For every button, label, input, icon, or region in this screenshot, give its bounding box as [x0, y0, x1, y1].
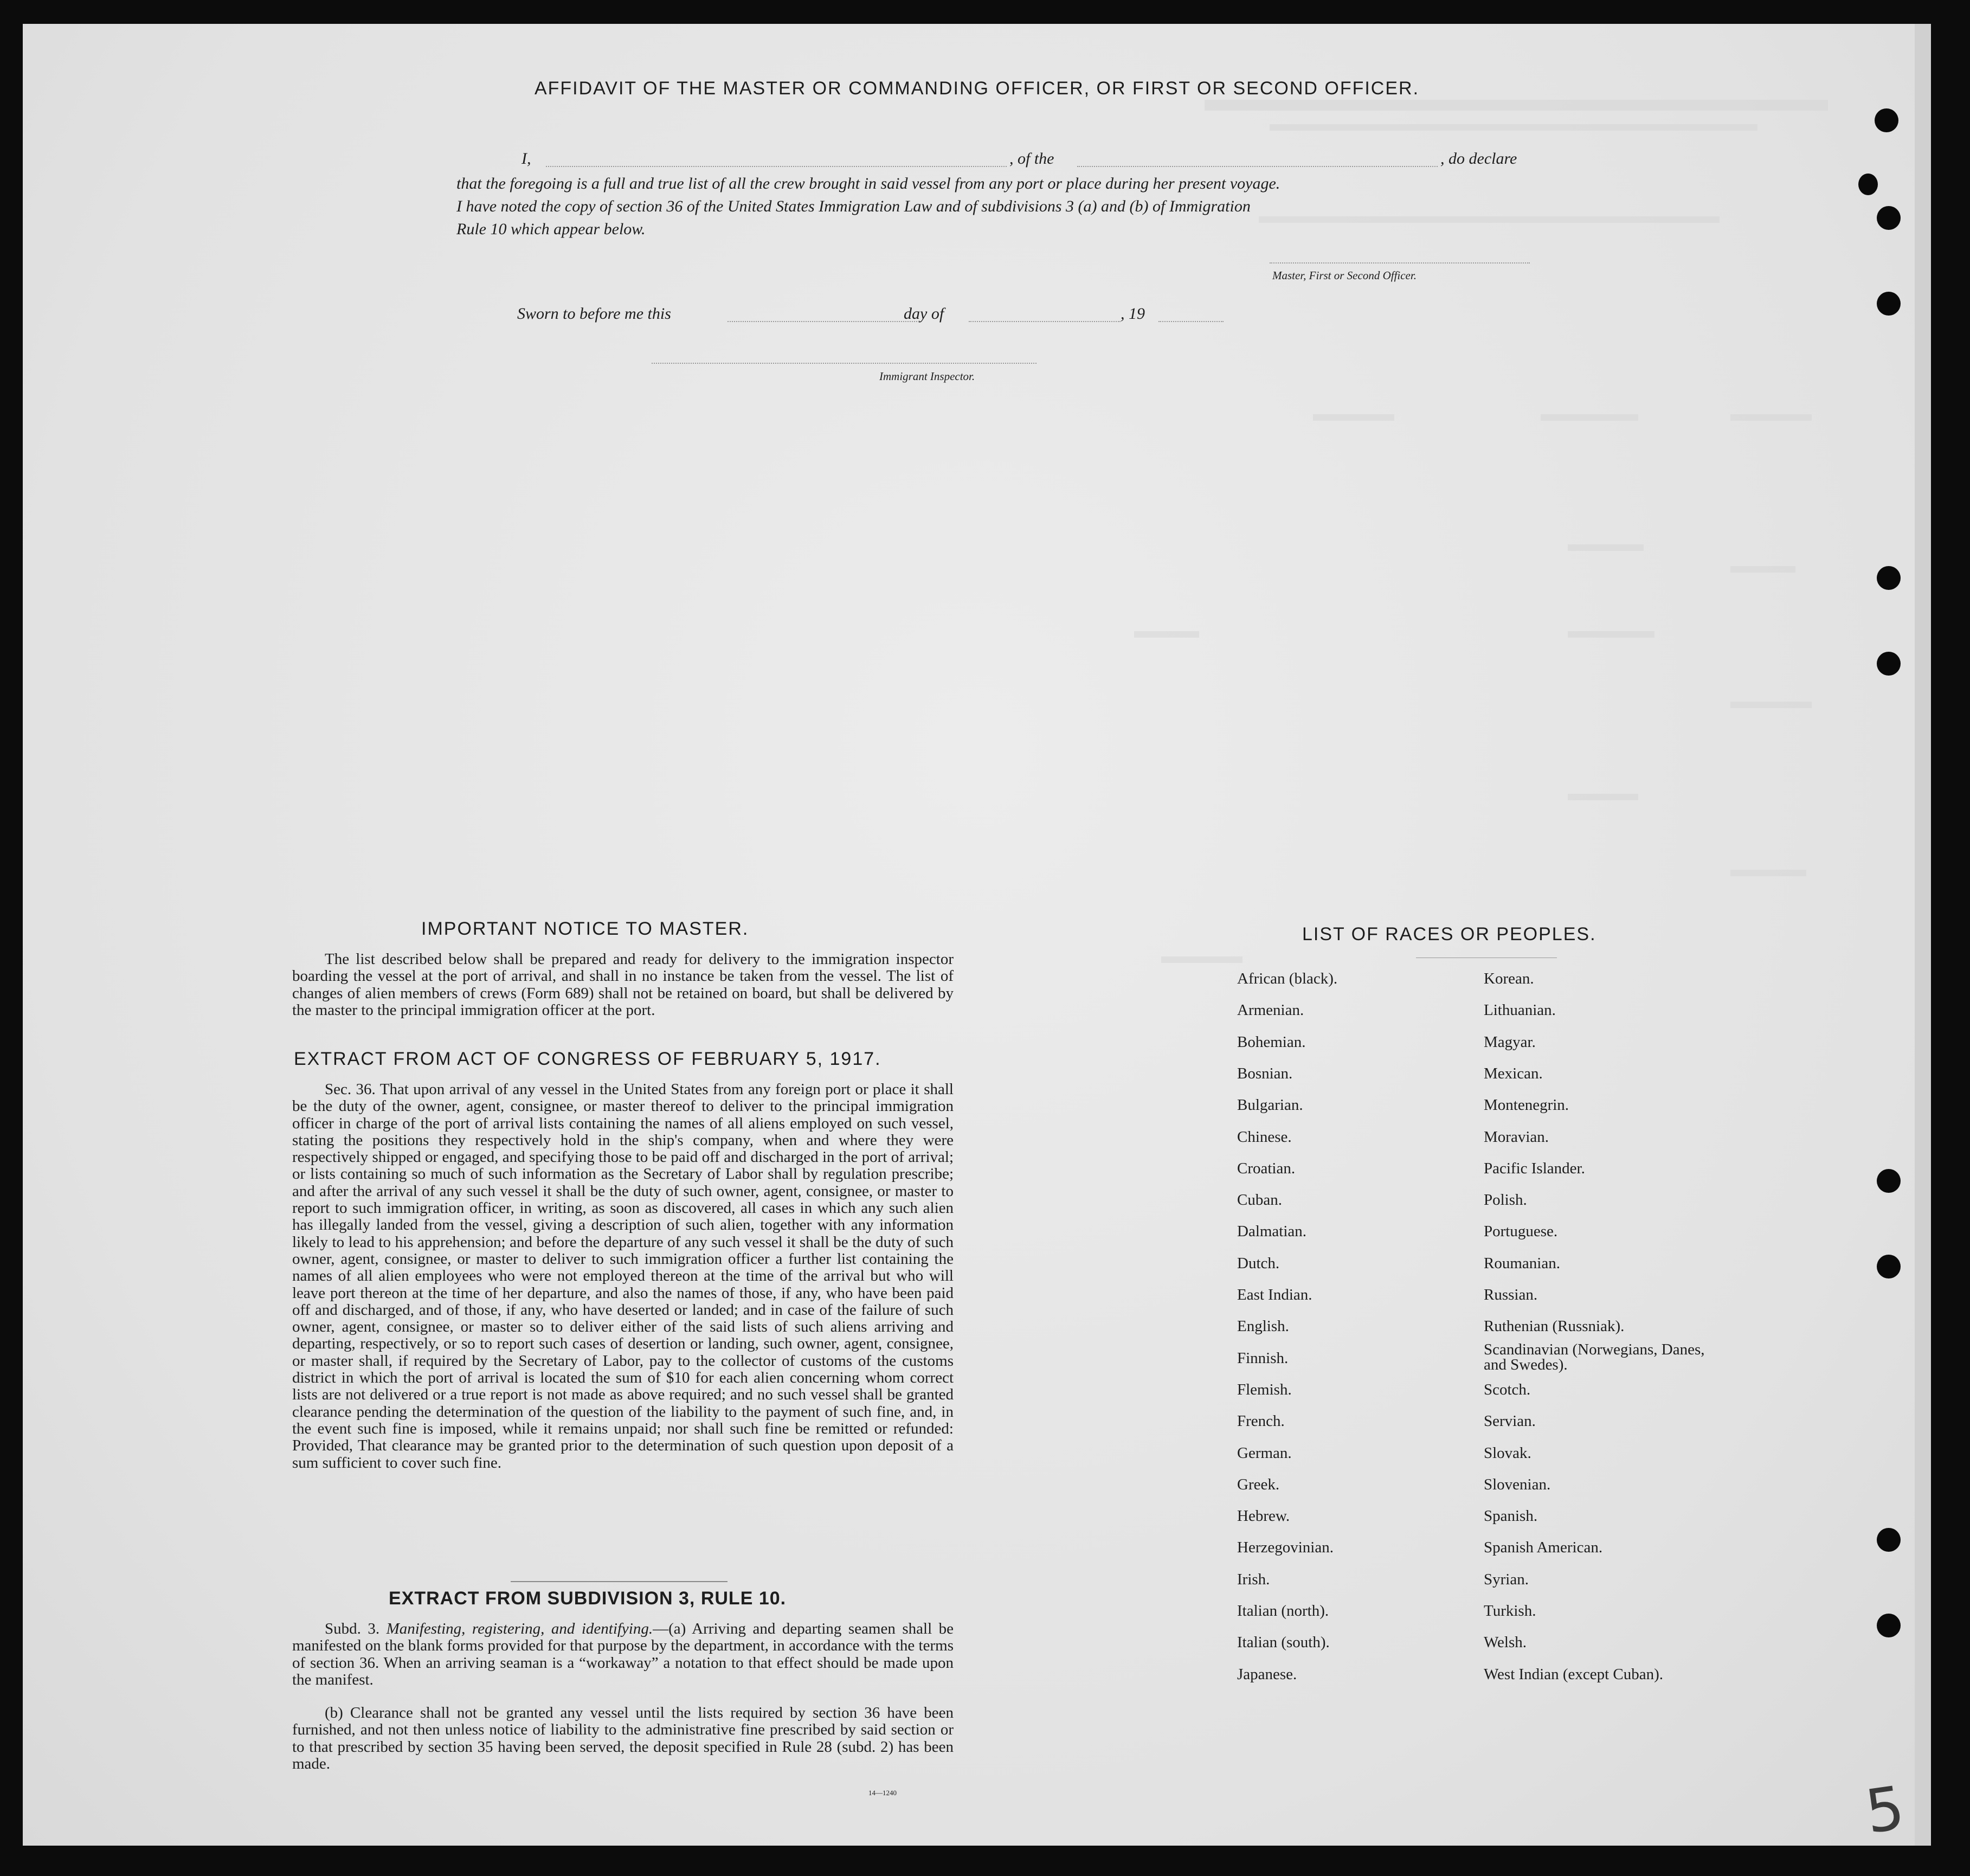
- inspector-signature-line: [652, 363, 1036, 364]
- act-extract-body: Sec. 36. That upon arrival of any vessel in the United States from any foreign port or place it shall be the duty of the owner, agent, consignee, or master thereof to deliver to the principal immigration officer in charge of the port of arrival lists containing the names of all aliens employed on such vessel, stating the positions they respectively hold in the ship's company, when and where they were respectively shipped or engaged, and specifying those to be paid off and discharged in the port of arrival; or lists containing so much of such information as the Secretary of Labor shall by regulation prescribe; and after the arrival of any such vessel it shall be the duty of such owner, agent, consignee, or master to report to such immigration officer, in writing, as soon as discovered, all cases in which any such alien has illegally landed from the vessel, giving a description of such alien, together with any information likely to lead to his apprehension; and before the departure of any such vessel it shall be the duty of such owner, agent, consignee, or master to deliver to such immigration officer a further list containing the names of all alien employees who were not employed thereon at the time of the arrival but who will leave port thereon at the time of her departure, and also the names of those, if any, who have been paid off and discharged, and of those, if any, who have deserted or landed; and in case of the failure of such owner, agent, consignee, or master so to deliver either of the said lists of such aliens arriving and departing, respectively, or so to report such cases of desertion or landing, such owner, agent, consignee, or master shall, if required by the Secretary of Labor, pay to the collector of customs of the customs district in which the port of arrival is located the sum of $10 for each alien concerning whom correct lists are not delivered or a true report is not made as above required; and no such vessel shall be granted clearance pending the determination of the question of the liability to the payment of such fine, and, in the event such fine is imposed, while it remains unpaid; nor shall such fine be remitted or refunded: Provided, That clearance may be granted prior to the determination of such question upon deposit of a sum sufficient to cover such fine.: [292, 1081, 954, 1472]
- year-text: , 19: [1121, 305, 1145, 323]
- race-item: Finnish.: [1237, 1349, 1289, 1367]
- punch-hole: [1877, 1528, 1901, 1552]
- name-field-line: [546, 166, 1007, 167]
- race-item: East Indian.: [1237, 1286, 1312, 1303]
- race-item: English.: [1237, 1318, 1289, 1335]
- document-page: [23, 24, 1931, 1846]
- race-item: Ruthenian (Russniak).: [1484, 1318, 1625, 1335]
- race-item: Turkish.: [1484, 1602, 1536, 1620]
- punch-hole: [1877, 1169, 1901, 1193]
- notice-body: The list described below shall be prepared and ready for delivery to the immigration inspector boarding the vessel at the port of arrival, and shall in no instance be taken from the vessel. The list of changes of alien members of crews (Form 689) shall not be retained on board, but shall be delivered by the master to the principal immigration officer at the port.: [292, 950, 954, 1019]
- master-signature-line: [1270, 262, 1530, 264]
- act-extract-title: EXTRACT FROM ACT OF CONGRESS OF FEBRUARY 5, 1917.: [294, 1049, 881, 1069]
- race-item: Herzegovinian.: [1237, 1539, 1334, 1557]
- race-item: Roumanian.: [1484, 1254, 1560, 1272]
- race-item: Italian (north).: [1237, 1602, 1329, 1620]
- page-edge: [1915, 24, 1931, 1846]
- race-item: Pacific Islander.: [1484, 1159, 1585, 1177]
- bleed-through-entry: [1541, 414, 1638, 421]
- rule-para-b: (b) Clearance shall not be granted any vessel until the lists required by section 36 have been furnished, and not then unless notice of liability to the administrative fine prescribed by said section or to that prescribed by section 35 having been served, the deposit specified in Rule 28 (subd. 2) has been made.: [292, 1704, 954, 1772]
- affidavit-of-the: , of the: [1009, 150, 1054, 168]
- race-item: Spanish American.: [1484, 1539, 1603, 1557]
- section-divider: [511, 1581, 728, 1582]
- race-item: Slovenian.: [1484, 1475, 1551, 1493]
- race-item: West Indian (except Cuban).: [1484, 1665, 1664, 1683]
- bleed-through-line: [1259, 216, 1720, 223]
- notice-title: IMPORTANT NOTICE TO MASTER.: [421, 918, 749, 939]
- punch-hole: [1877, 652, 1901, 676]
- affidavit-i: I,: [522, 150, 531, 168]
- bleed-through-entry: [1568, 631, 1654, 638]
- vessel-field-line: [1077, 166, 1438, 167]
- race-item: Portuguese.: [1484, 1223, 1558, 1241]
- bleed-through-entry: [1730, 870, 1806, 876]
- month-line: [969, 321, 1121, 322]
- form-number: 14—1240: [868, 1789, 897, 1797]
- affidavit-title: AFFIDAVIT OF THE MASTER OR COMMANDING OFFICER, OR FIRST OR SECOND OFFICER.: [534, 78, 1420, 99]
- bleed-through-entry: [1730, 566, 1795, 573]
- affidavit-line-3: I have noted the copy of section 36 of the United States Immigration Law and of subdivisions 3 (a) and (b) of Immigration: [456, 197, 1251, 215]
- bleed-through-entry: [1161, 956, 1242, 963]
- races-title: LIST OF RACES OR PEOPLES.: [1302, 924, 1596, 945]
- punch-hole: [1875, 108, 1898, 132]
- bleed-through-heading: [1205, 100, 1828, 111]
- race-item: Dutch.: [1237, 1254, 1280, 1272]
- race-item: Russian.: [1484, 1286, 1538, 1303]
- punch-hole: [1877, 1255, 1901, 1278]
- rule-para-a-lead: Subd. 3.: [325, 1620, 380, 1637]
- race-item: Magyar.: [1484, 1033, 1536, 1051]
- race-item: Japanese.: [1237, 1665, 1297, 1683]
- bleed-through-line: [1270, 124, 1757, 131]
- rule-extract-title: EXTRACT FROM SUBDIVISION 3, RULE 10.: [389, 1588, 787, 1609]
- race-item: Armenian.: [1237, 1001, 1304, 1019]
- rule-para-a: [292, 1621, 954, 1688]
- punch-hole: [1877, 566, 1901, 590]
- race-item: Spanish.: [1484, 1507, 1538, 1525]
- bleed-through-entry: [1730, 414, 1812, 421]
- race-item: Flemish.: [1237, 1380, 1292, 1398]
- rule-para-a-heading: Manifesting, registering, and identifying.: [386, 1620, 653, 1637]
- race-item: Scotch.: [1484, 1380, 1531, 1398]
- race-item: Greek.: [1237, 1475, 1280, 1493]
- year-line: [1158, 321, 1224, 322]
- race-item: Syrian.: [1484, 1570, 1529, 1588]
- bleed-through-entry: [1568, 544, 1644, 551]
- bleed-through-entry: [1313, 414, 1394, 421]
- bleed-through-entry: [1568, 794, 1638, 800]
- race-item: Bulgarian.: [1237, 1096, 1303, 1114]
- master-signature-label: Master, First or Second Officer.: [1272, 269, 1417, 282]
- race-item: Moravian.: [1484, 1128, 1549, 1146]
- inspector-signature-label: Immigrant Inspector.: [879, 370, 975, 383]
- race-item: Polish.: [1484, 1191, 1527, 1209]
- race-item: Bosnian.: [1237, 1064, 1293, 1082]
- race-item: German.: [1237, 1444, 1292, 1462]
- race-item: Chinese.: [1237, 1128, 1292, 1146]
- punch-hole: [1877, 206, 1901, 230]
- sworn-day-line: [728, 321, 917, 322]
- punch-hole: [1858, 174, 1878, 195]
- bleed-through-entry: [1730, 702, 1812, 708]
- race-item: African (black).: [1237, 970, 1338, 987]
- race-item: Mexican.: [1484, 1064, 1543, 1082]
- race-item: Korean.: [1484, 970, 1534, 987]
- punch-hole: [1877, 1614, 1901, 1637]
- sworn-text: Sworn to before me this: [517, 305, 671, 323]
- bleed-through-entry: [1134, 631, 1199, 638]
- race-item: Bohemian.: [1237, 1033, 1306, 1051]
- race-item: Slovak.: [1484, 1444, 1531, 1462]
- race-item: Croatian.: [1237, 1159, 1296, 1177]
- day-of-text: day of: [904, 305, 944, 323]
- affidavit-line-4: Rule 10 which appear below.: [456, 220, 646, 238]
- page-number-mark: 5: [1861, 1772, 1909, 1847]
- race-item: Montenegrin.: [1484, 1096, 1569, 1114]
- race-item: Cuban.: [1237, 1191, 1282, 1209]
- punch-hole: [1877, 292, 1901, 316]
- race-item: Italian (south).: [1237, 1634, 1330, 1652]
- affidavit-declare: , do declare: [1440, 150, 1517, 168]
- race-item: Servian.: [1484, 1412, 1536, 1430]
- race-item: French.: [1237, 1412, 1285, 1430]
- affidavit-line-2: that the foregoing is a full and true list of all the crew brought in said vessel from any port or place during her present voyage.: [456, 175, 1280, 192]
- rule-para-a-text: —(a) Arriving and departing seamen shall be manifested on the blank forms provided for that purpose by the department, in accordance with the terms of section 36. When an arriving seaman is a “workaway” a notation to that effect should be made upon the manifest.: [292, 1620, 954, 1688]
- race-item: Hebrew.: [1237, 1507, 1290, 1525]
- race-item: Dalmatian.: [1237, 1223, 1307, 1241]
- race-item: Lithuanian.: [1484, 1001, 1556, 1019]
- race-item: Irish.: [1237, 1570, 1270, 1588]
- race-item: Scandinavian (Norwegians, Danes, and Swedes).: [1484, 1340, 1705, 1373]
- race-item: Welsh.: [1484, 1634, 1527, 1652]
